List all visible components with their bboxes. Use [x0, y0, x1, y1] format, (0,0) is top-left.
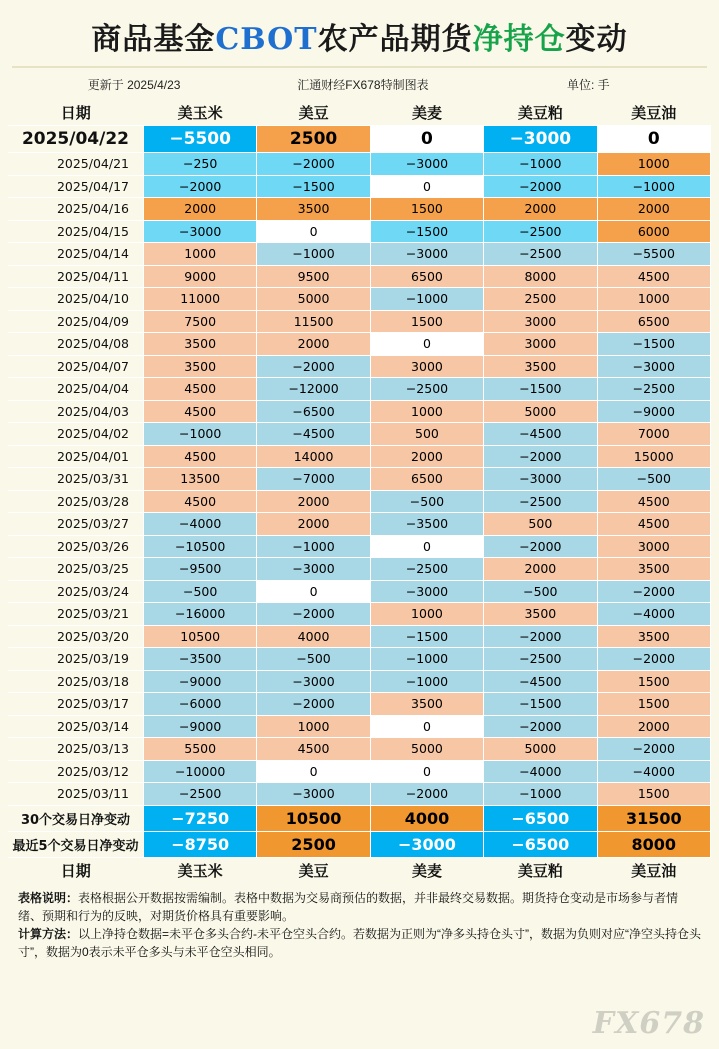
cell-meal: −2000: [484, 715, 597, 738]
cell-soybean: 9500: [257, 265, 370, 288]
cell-corn: 9000: [143, 265, 256, 288]
table-row: [8, 445, 711, 468]
header-meal: 美豆粕: [484, 99, 597, 126]
cell-wheat: 0: [370, 760, 483, 783]
cell-meal: −1500: [484, 378, 597, 401]
row-date: 2025/03/20: [8, 625, 143, 648]
cell-wheat: 1000: [370, 603, 483, 626]
cell-oil: 0: [597, 126, 710, 153]
table-row: [8, 243, 711, 266]
cell-soybean: −1500: [257, 175, 370, 198]
summary-cell-oil: 8000: [597, 831, 710, 857]
cell-corn: −2000: [143, 175, 256, 198]
cell-oil: −1000: [597, 175, 710, 198]
title-part-1: 商品基金: [91, 22, 216, 57]
cell-wheat: −1000: [370, 648, 483, 671]
cell-soybean: 2000: [257, 333, 370, 356]
summary-label: 30个交易日净变动: [8, 805, 143, 831]
cell-corn: −9000: [143, 715, 256, 738]
cell-corn: −3000: [143, 220, 256, 243]
summary-label: 最近5个交易日净变动: [8, 831, 143, 857]
cell-wheat: −3500: [370, 513, 483, 536]
watermark: FX678: [592, 1006, 705, 1041]
cell-oil: −500: [597, 468, 710, 491]
cell-oil: 1000: [597, 288, 710, 311]
cell-oil: −5500: [597, 243, 710, 266]
cell-wheat: 1500: [370, 310, 483, 333]
cell-corn: 10500: [143, 625, 256, 648]
footer-header-soybean: 美豆: [257, 857, 370, 884]
cell-meal: 8000: [484, 265, 597, 288]
cell-corn: 4500: [143, 490, 256, 513]
meta-row: [8, 74, 711, 99]
row-date: 2025/04/09: [8, 310, 143, 333]
cell-oil: 4500: [597, 490, 710, 513]
cell-soybean: 2000: [257, 490, 370, 513]
cell-oil: 6500: [597, 310, 710, 333]
table-row: [8, 468, 711, 491]
cell-corn: −16000: [143, 603, 256, 626]
table-row: [8, 693, 711, 716]
cell-soybean: −2000: [257, 153, 370, 176]
table-row: [8, 378, 711, 401]
row-date: 2025/03/14: [8, 715, 143, 738]
cell-wheat: 0: [370, 175, 483, 198]
title-divider: [12, 66, 707, 68]
cell-oil: 2000: [597, 715, 710, 738]
cell-oil: −4000: [597, 603, 710, 626]
note-text: 表格根据公开数据按需编制。表格中数据为交易商预估的数据，并非最终交易数据。期货持仓变动是市场参与者情绪、预期和行为的反映，对期货价格具有重要影响。: [18, 890, 679, 923]
cell-wheat: 0: [370, 126, 483, 153]
row-date: 2025/04/15: [8, 220, 143, 243]
cell-wheat: −1500: [370, 220, 483, 243]
updated-date: 更新于 2025/4/23: [87, 78, 181, 92]
row-date: 2025/03/27: [8, 513, 143, 536]
cell-wheat: −2000: [370, 783, 483, 806]
cell-meal: 3500: [484, 355, 597, 378]
table-row: [8, 648, 711, 671]
row-date: 2025/04/03: [8, 400, 143, 423]
row-date: 2025/03/13: [8, 738, 143, 761]
row-date: 2025/04/08: [8, 333, 143, 356]
cell-soybean: −6500: [257, 400, 370, 423]
method-label: 计算方法：: [18, 926, 79, 941]
page-title: [8, 0, 711, 66]
cell-corn: 3500: [143, 355, 256, 378]
summary-cell-soybean: 2500: [257, 831, 370, 857]
cell-meal: −2500: [484, 490, 597, 513]
table-row: [8, 603, 711, 626]
row-date: 2025/03/25: [8, 558, 143, 581]
cell-oil: 15000: [597, 445, 710, 468]
cell-wheat: −3000: [370, 153, 483, 176]
row-date: 2025/04/17: [8, 175, 143, 198]
cell-soybean: 1000: [257, 715, 370, 738]
cell-meal: 3000: [484, 333, 597, 356]
table-row: [8, 535, 711, 558]
summary-cell-corn: −7250: [143, 805, 256, 831]
summary-cell-meal: −6500: [484, 831, 597, 857]
cell-oil: 3000: [597, 535, 710, 558]
row-date: 2025/04/11: [8, 265, 143, 288]
cell-wheat: −2500: [370, 558, 483, 581]
note-line: [18, 889, 701, 925]
source-label: 汇通财经FX678特制图表: [297, 78, 429, 92]
cell-soybean: −2000: [257, 355, 370, 378]
cell-corn: 2000: [143, 198, 256, 221]
cell-meal: 3000: [484, 310, 597, 333]
cell-corn: −6000: [143, 693, 256, 716]
cell-soybean: 3500: [257, 198, 370, 221]
table-row: [8, 175, 711, 198]
row-date: 2025/03/26: [8, 535, 143, 558]
cell-corn: −4000: [143, 513, 256, 536]
cell-oil: −4000: [597, 760, 710, 783]
cell-corn: 4500: [143, 400, 256, 423]
cell-meal: −4000: [484, 760, 597, 783]
header-corn: 美玉米: [143, 99, 256, 126]
footer-header-wheat: 美麦: [370, 857, 483, 884]
cell-meal: −2000: [484, 175, 597, 198]
table-row: [8, 288, 711, 311]
header-date: 日期: [8, 99, 143, 126]
summary-cell-oil: 31500: [597, 805, 710, 831]
cell-soybean: −3000: [257, 783, 370, 806]
cell-soybean: 11500: [257, 310, 370, 333]
cell-meal: −4500: [484, 423, 597, 446]
cell-wheat: −3000: [370, 243, 483, 266]
row-date: 2025/04/14: [8, 243, 143, 266]
row-date: 2025/04/07: [8, 355, 143, 378]
table-row: [8, 126, 711, 153]
footer-header-date: 日期: [8, 857, 143, 884]
cell-meal: 500: [484, 513, 597, 536]
cell-corn: −250: [143, 153, 256, 176]
row-date: 2025/03/12: [8, 760, 143, 783]
table-row: [8, 625, 711, 648]
summary-cell-wheat: 4000: [370, 805, 483, 831]
row-date: 2025/04/21: [8, 153, 143, 176]
cell-corn: 5500: [143, 738, 256, 761]
table-row: [8, 513, 711, 536]
cell-meal: 3500: [484, 603, 597, 626]
cell-meal: −2000: [484, 625, 597, 648]
row-date: 2025/03/11: [8, 783, 143, 806]
row-date: 2025/03/24: [8, 580, 143, 603]
row-date: 2025/04/16: [8, 198, 143, 221]
table-row: [8, 355, 711, 378]
cell-corn: −3500: [143, 648, 256, 671]
table-row: [8, 760, 711, 783]
row-date: 2025/03/19: [8, 648, 143, 671]
cell-meal: −2000: [484, 445, 597, 468]
method-text: 以上净持仓数据=未平仓多头合约-未平仓空头合约。若数据为正则为“净多头持仓头寸”，数据为负则对应“净空头持仓头寸”，数据为0表示未平仓多头与未平仓空头相同。: [18, 926, 702, 959]
cell-meal: −1500: [484, 693, 597, 716]
title-part-3: 农产品: [317, 22, 411, 57]
title-part-4: 期货: [410, 22, 473, 57]
cell-corn: 11000: [143, 288, 256, 311]
table-body: [8, 126, 711, 858]
cell-soybean: 0: [257, 580, 370, 603]
row-date: 2025/03/31: [8, 468, 143, 491]
cell-oil: 3500: [597, 558, 710, 581]
cell-corn: −1000: [143, 423, 256, 446]
row-date: 2025/04/02: [8, 423, 143, 446]
cell-wheat: 5000: [370, 738, 483, 761]
header-oil: 美豆油: [597, 99, 710, 126]
cell-meal: 5000: [484, 400, 597, 423]
table-row: [8, 153, 711, 176]
cell-meal: −1000: [484, 153, 597, 176]
cell-soybean: −12000: [257, 378, 370, 401]
cell-oil: 1500: [597, 670, 710, 693]
cell-soybean: 14000: [257, 445, 370, 468]
footer-header-corn: 美玉米: [143, 857, 256, 884]
cell-meal: 2000: [484, 558, 597, 581]
cell-corn: −9000: [143, 670, 256, 693]
cell-oil: −2500: [597, 378, 710, 401]
cell-meal: 5000: [484, 738, 597, 761]
row-date: 2025/04/22: [8, 126, 143, 153]
title-part-6: 变动: [565, 22, 628, 57]
table-row: [8, 220, 711, 243]
cell-wheat: 0: [370, 715, 483, 738]
cell-soybean: −3000: [257, 670, 370, 693]
cell-soybean: −1000: [257, 243, 370, 266]
cell-corn: −500: [143, 580, 256, 603]
cell-oil: 6000: [597, 220, 710, 243]
table-row: [8, 400, 711, 423]
row-date: 2025/04/04: [8, 378, 143, 401]
cell-corn: 3500: [143, 333, 256, 356]
cell-oil: −2000: [597, 738, 710, 761]
cell-oil: 4500: [597, 513, 710, 536]
table-row: [8, 715, 711, 738]
table-row: [8, 580, 711, 603]
cell-wheat: 6500: [370, 468, 483, 491]
method-line: [18, 925, 701, 961]
cell-oil: 1500: [597, 693, 710, 716]
cell-soybean: 0: [257, 220, 370, 243]
cell-wheat: 3000: [370, 355, 483, 378]
row-date: 2025/03/17: [8, 693, 143, 716]
cell-wheat: 1500: [370, 198, 483, 221]
cell-soybean: −2000: [257, 693, 370, 716]
cell-corn: −5500: [143, 126, 256, 153]
cell-wheat: 1000: [370, 400, 483, 423]
row-date: 2025/03/21: [8, 603, 143, 626]
cell-oil: 7000: [597, 423, 710, 446]
cell-soybean: −1000: [257, 535, 370, 558]
cell-soybean: 0: [257, 760, 370, 783]
summary-cell-soybean: 10500: [257, 805, 370, 831]
cell-soybean: −500: [257, 648, 370, 671]
cell-corn: −10000: [143, 760, 256, 783]
table-row: [8, 490, 711, 513]
cell-corn: 13500: [143, 468, 256, 491]
summary-cell-corn: −8750: [143, 831, 256, 857]
cell-corn: −10500: [143, 535, 256, 558]
table-row: [8, 558, 711, 581]
table-row: [8, 783, 711, 806]
note-label: 表格说明：: [18, 890, 79, 905]
summary-row: [8, 831, 711, 857]
cell-oil: −1500: [597, 333, 710, 356]
cell-meal: −3000: [484, 468, 597, 491]
table-header-top: [8, 99, 711, 126]
cell-meal: −2500: [484, 243, 597, 266]
cell-meal: −2500: [484, 220, 597, 243]
cell-soybean: −2000: [257, 603, 370, 626]
cell-meal: −2500: [484, 648, 597, 671]
table-row: [8, 423, 711, 446]
cell-wheat: 0: [370, 535, 483, 558]
row-date: 2025/03/28: [8, 490, 143, 513]
cell-soybean: 2500: [257, 126, 370, 153]
footer-header-meal: 美豆粕: [484, 857, 597, 884]
table-row: [8, 198, 711, 221]
cell-oil: 4500: [597, 265, 710, 288]
cell-soybean: −4500: [257, 423, 370, 446]
cell-oil: −2000: [597, 580, 710, 603]
title-part-5: 净持仓: [472, 22, 566, 57]
cell-corn: 4500: [143, 445, 256, 468]
summary-row: [8, 805, 711, 831]
table-row: [8, 738, 711, 761]
unit-label: 单位: 手: [566, 78, 610, 92]
cell-soybean: 5000: [257, 288, 370, 311]
table-row: [8, 310, 711, 333]
cell-meal: −3000: [484, 126, 597, 153]
table-row: [8, 670, 711, 693]
cell-meal: 2500: [484, 288, 597, 311]
cell-wheat: −500: [370, 490, 483, 513]
cell-wheat: −2500: [370, 378, 483, 401]
cell-oil: −9000: [597, 400, 710, 423]
cell-soybean: −7000: [257, 468, 370, 491]
title-part-2: CBOT: [215, 22, 318, 57]
cell-oil: 1000: [597, 153, 710, 176]
cell-corn: 1000: [143, 243, 256, 266]
cell-soybean: 2000: [257, 513, 370, 536]
cell-oil: −2000: [597, 648, 710, 671]
cell-soybean: 4500: [257, 738, 370, 761]
cell-meal: −500: [484, 580, 597, 603]
cell-oil: 3500: [597, 625, 710, 648]
footer-header-oil: 美豆油: [597, 857, 710, 884]
cell-oil: −3000: [597, 355, 710, 378]
positions-table: [8, 99, 711, 884]
cell-meal: −4500: [484, 670, 597, 693]
footer-notes: [8, 884, 711, 961]
cell-corn: −9500: [143, 558, 256, 581]
row-date: 2025/04/01: [8, 445, 143, 468]
cell-corn: 7500: [143, 310, 256, 333]
cell-wheat: −3000: [370, 580, 483, 603]
row-date: 2025/03/18: [8, 670, 143, 693]
cell-soybean: 4000: [257, 625, 370, 648]
cell-wheat: −1000: [370, 670, 483, 693]
row-date: 2025/04/10: [8, 288, 143, 311]
header-wheat: 美麦: [370, 99, 483, 126]
cell-oil: 1500: [597, 783, 710, 806]
header-soybean: 美豆: [257, 99, 370, 126]
cell-wheat: 3500: [370, 693, 483, 716]
cell-corn: −2500: [143, 783, 256, 806]
table-row: [8, 333, 711, 356]
table-row: [8, 265, 711, 288]
summary-cell-wheat: −3000: [370, 831, 483, 857]
cell-wheat: 0: [370, 333, 483, 356]
cell-oil: 2000: [597, 198, 710, 221]
cell-wheat: −1500: [370, 625, 483, 648]
table-header-bottom: [8, 857, 711, 884]
cell-wheat: 6500: [370, 265, 483, 288]
cell-wheat: 2000: [370, 445, 483, 468]
cell-soybean: −3000: [257, 558, 370, 581]
cell-meal: 2000: [484, 198, 597, 221]
cell-meal: −2000: [484, 535, 597, 558]
summary-cell-meal: −6500: [484, 805, 597, 831]
cell-wheat: −1000: [370, 288, 483, 311]
cell-corn: 4500: [143, 378, 256, 401]
cell-meal: −1000: [484, 783, 597, 806]
cell-wheat: 500: [370, 423, 483, 446]
